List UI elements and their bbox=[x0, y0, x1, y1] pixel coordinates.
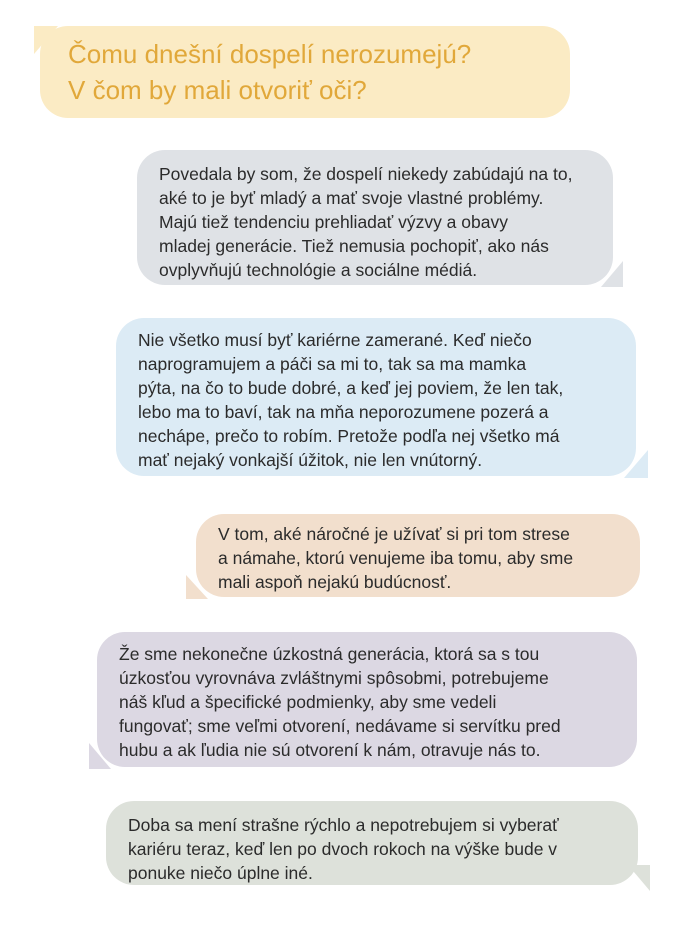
message-bubble-3 bbox=[196, 514, 640, 597]
heading-bubble bbox=[40, 26, 570, 118]
heading-bubble-tail bbox=[34, 26, 58, 80]
message-bubble-3-tail bbox=[186, 575, 208, 599]
message-bubble-5 bbox=[106, 801, 638, 885]
message-bubble-2 bbox=[116, 318, 636, 476]
message-bubble-4-tail bbox=[89, 743, 111, 769]
message-text-2: Nie všetko musí byť kariérne zamerané. Keď niečo naprogramujem a páči sa mi to, tak sa ma mamka pýta, na čo to bude dobré, a keď jej poviem, že len tak, lebo ma to baví, tak na mňa neporozumene pozerá a nechápe, prečo to robím. Pretože podľa nej všetko má mať nejaký vonkajší úžitok, nie len vnútorný. bbox=[138, 330, 564, 470]
message-text-5: Doba sa mení strašne rýchlo a nepotrebujem si vyberať kariéru teraz, keď len po dvoch rokoch na výške bude v ponuke niečo úplne iné. bbox=[128, 815, 559, 883]
message-text-3: V tom, aké náročné je užívať si pri tom strese a námahe, ktorú venujeme iba tomu, aby sme mali aspoň nejakú budúcnosť. bbox=[218, 524, 574, 592]
message-text-4: Že sme nekonečne úzkostná generácia, ktorá sa s tou úzkosťou vyrovnáva zvláštnymi spôsobmi, potrebujeme náš kľud a špecifické podmienky, aby sme vedeli fungovať; sme veľmi otvorení, nedávame si servítku pred hubu a ak ľudia nie sú otvorení k nám, otravuje nás to. bbox=[119, 644, 561, 760]
message-bubble-4 bbox=[97, 632, 637, 767]
message-bubble-1-tail bbox=[601, 261, 623, 287]
message-bubble-2-tail bbox=[624, 450, 648, 478]
heading-text: Čomu dnešní dospelí nerozumejú? V čom by mali otvoriť oči? bbox=[68, 39, 472, 105]
message-text-1: Povedala by som, že dospelí niekedy zabúdajú na to, aké to je byť mladý a mať svoje vlastné problémy. Majú tiež tendenciu prehliadať výzvy a obavy mladej generácie. Tiež nemusia pochopiť, ako nás ovplyvňujú technológie a sociálne médiá. bbox=[159, 164, 573, 280]
message-bubble-1 bbox=[137, 150, 613, 285]
message-bubble-5-tail bbox=[628, 865, 650, 891]
